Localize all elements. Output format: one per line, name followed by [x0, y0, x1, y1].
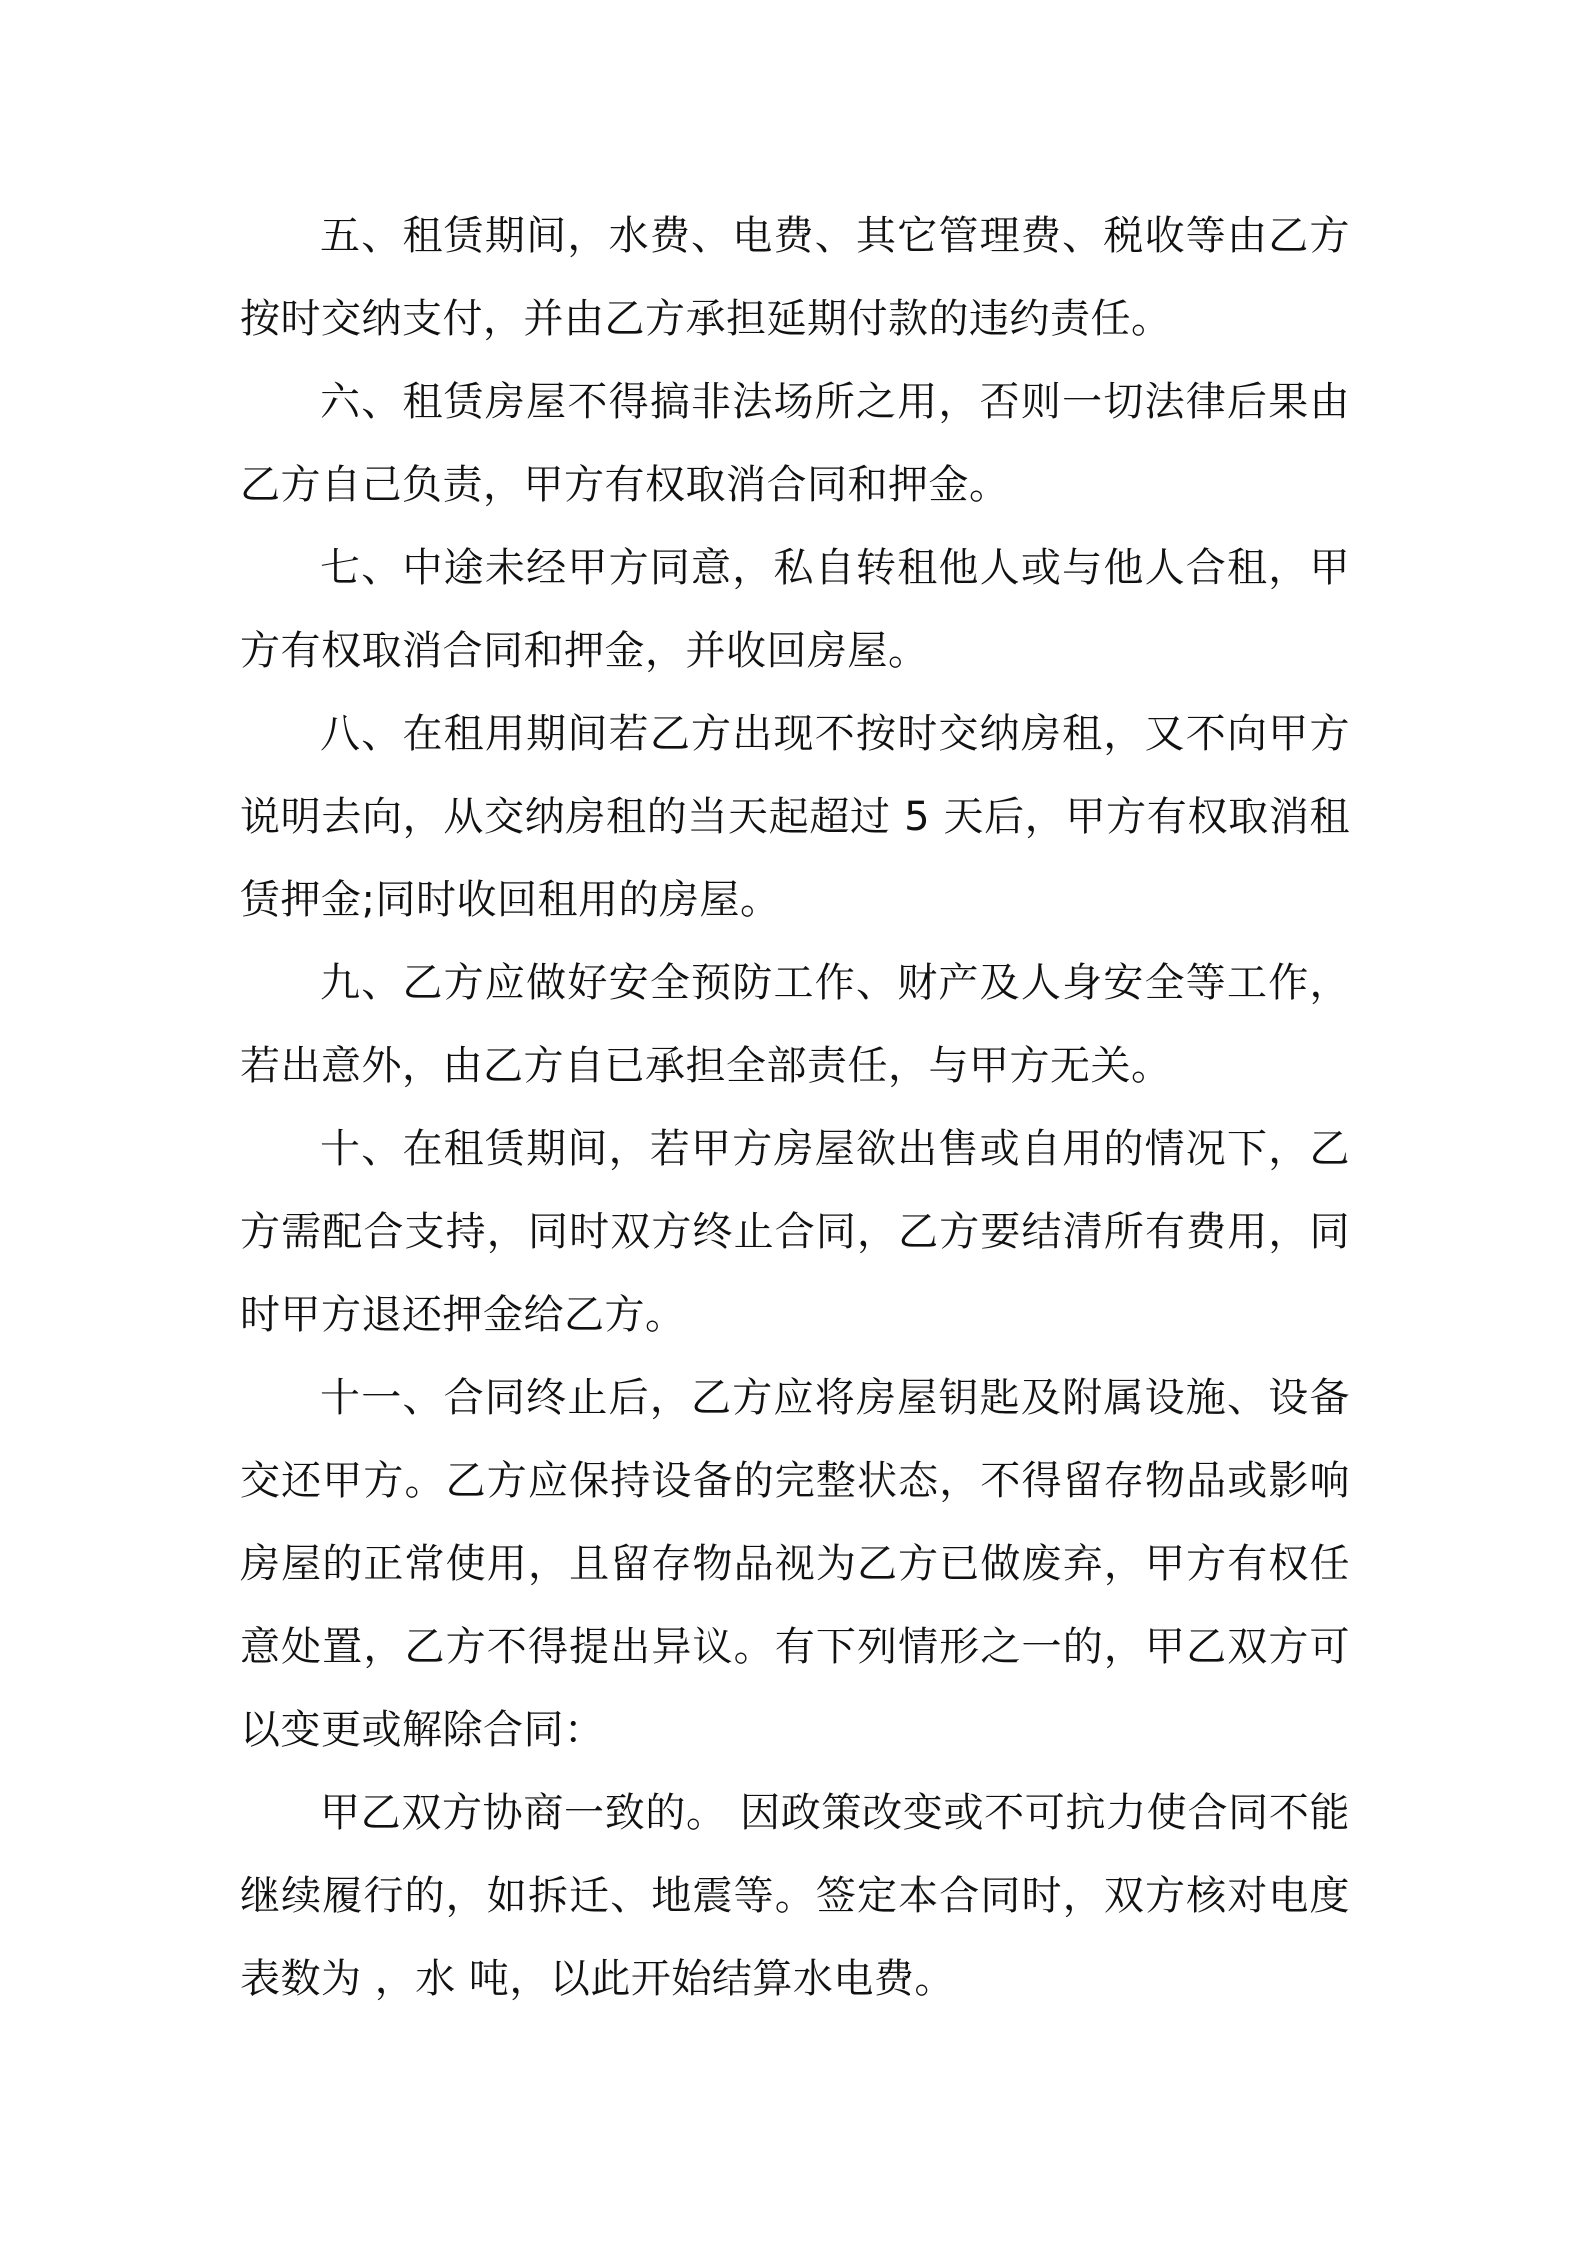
clause-5: 五、租赁期间，水费、电费、其它管理费、税收等由乙方按时交纳支付，并由乙方承担延期付款的违约责任。 — [240, 213, 1350, 342]
termination-conditions: 甲乙双方协商一致的。 因政策改变或不可抗力使合同不能继续履行的，如拆迁、地震等。签定本合同时，双方核对电度表数为 ，水 吨，以此开始结算水电费。 — [240, 1790, 1350, 2002]
clause-7: 七、中途未经甲方同意，私自转租他人或与他人合租，甲方有权取消合同和押金，并收回房屋。 — [240, 545, 1350, 674]
clause-9: 九、乙方应做好安全预防工作、财产及人身安全等工作，若出意外，由乙方自已承担全部责任，与甲方无关。 — [240, 960, 1350, 1089]
clause-10: 十、在租赁期间，若甲方房屋欲出售或自用的情况下，乙方需配合支持，同时双方终止合同，乙方要结清所有费用，同时甲方退还押金给乙方。 — [240, 1126, 1350, 1338]
clause-6: 六、租赁房屋不得搞非法场所之用，否则一切法律后果由乙方自己负责，甲方有权取消合同和押金。 — [240, 379, 1350, 508]
document-body — [240, 195, 1350, 2021]
clause-11: 十一、合同终止后，乙方应将房屋钥匙及附属设施、设备交还甲方。乙方应保持设备的完整状态，不得留存物品或影响房屋的正常使用，且留存物品视为乙方已做废弃，甲方有权任意处置，乙方不得提出异议。有下列情形之一的，甲乙双方可以变更或解除合同： — [240, 1375, 1350, 1753]
clause-8: 八、在租用期间若乙方出现不按时交纳房租，又不向甲方说明去向，从交纳房租的当天起超过 5 天后，甲方有权取消租赁押金;同时收回租用的房屋。 — [240, 711, 1350, 923]
